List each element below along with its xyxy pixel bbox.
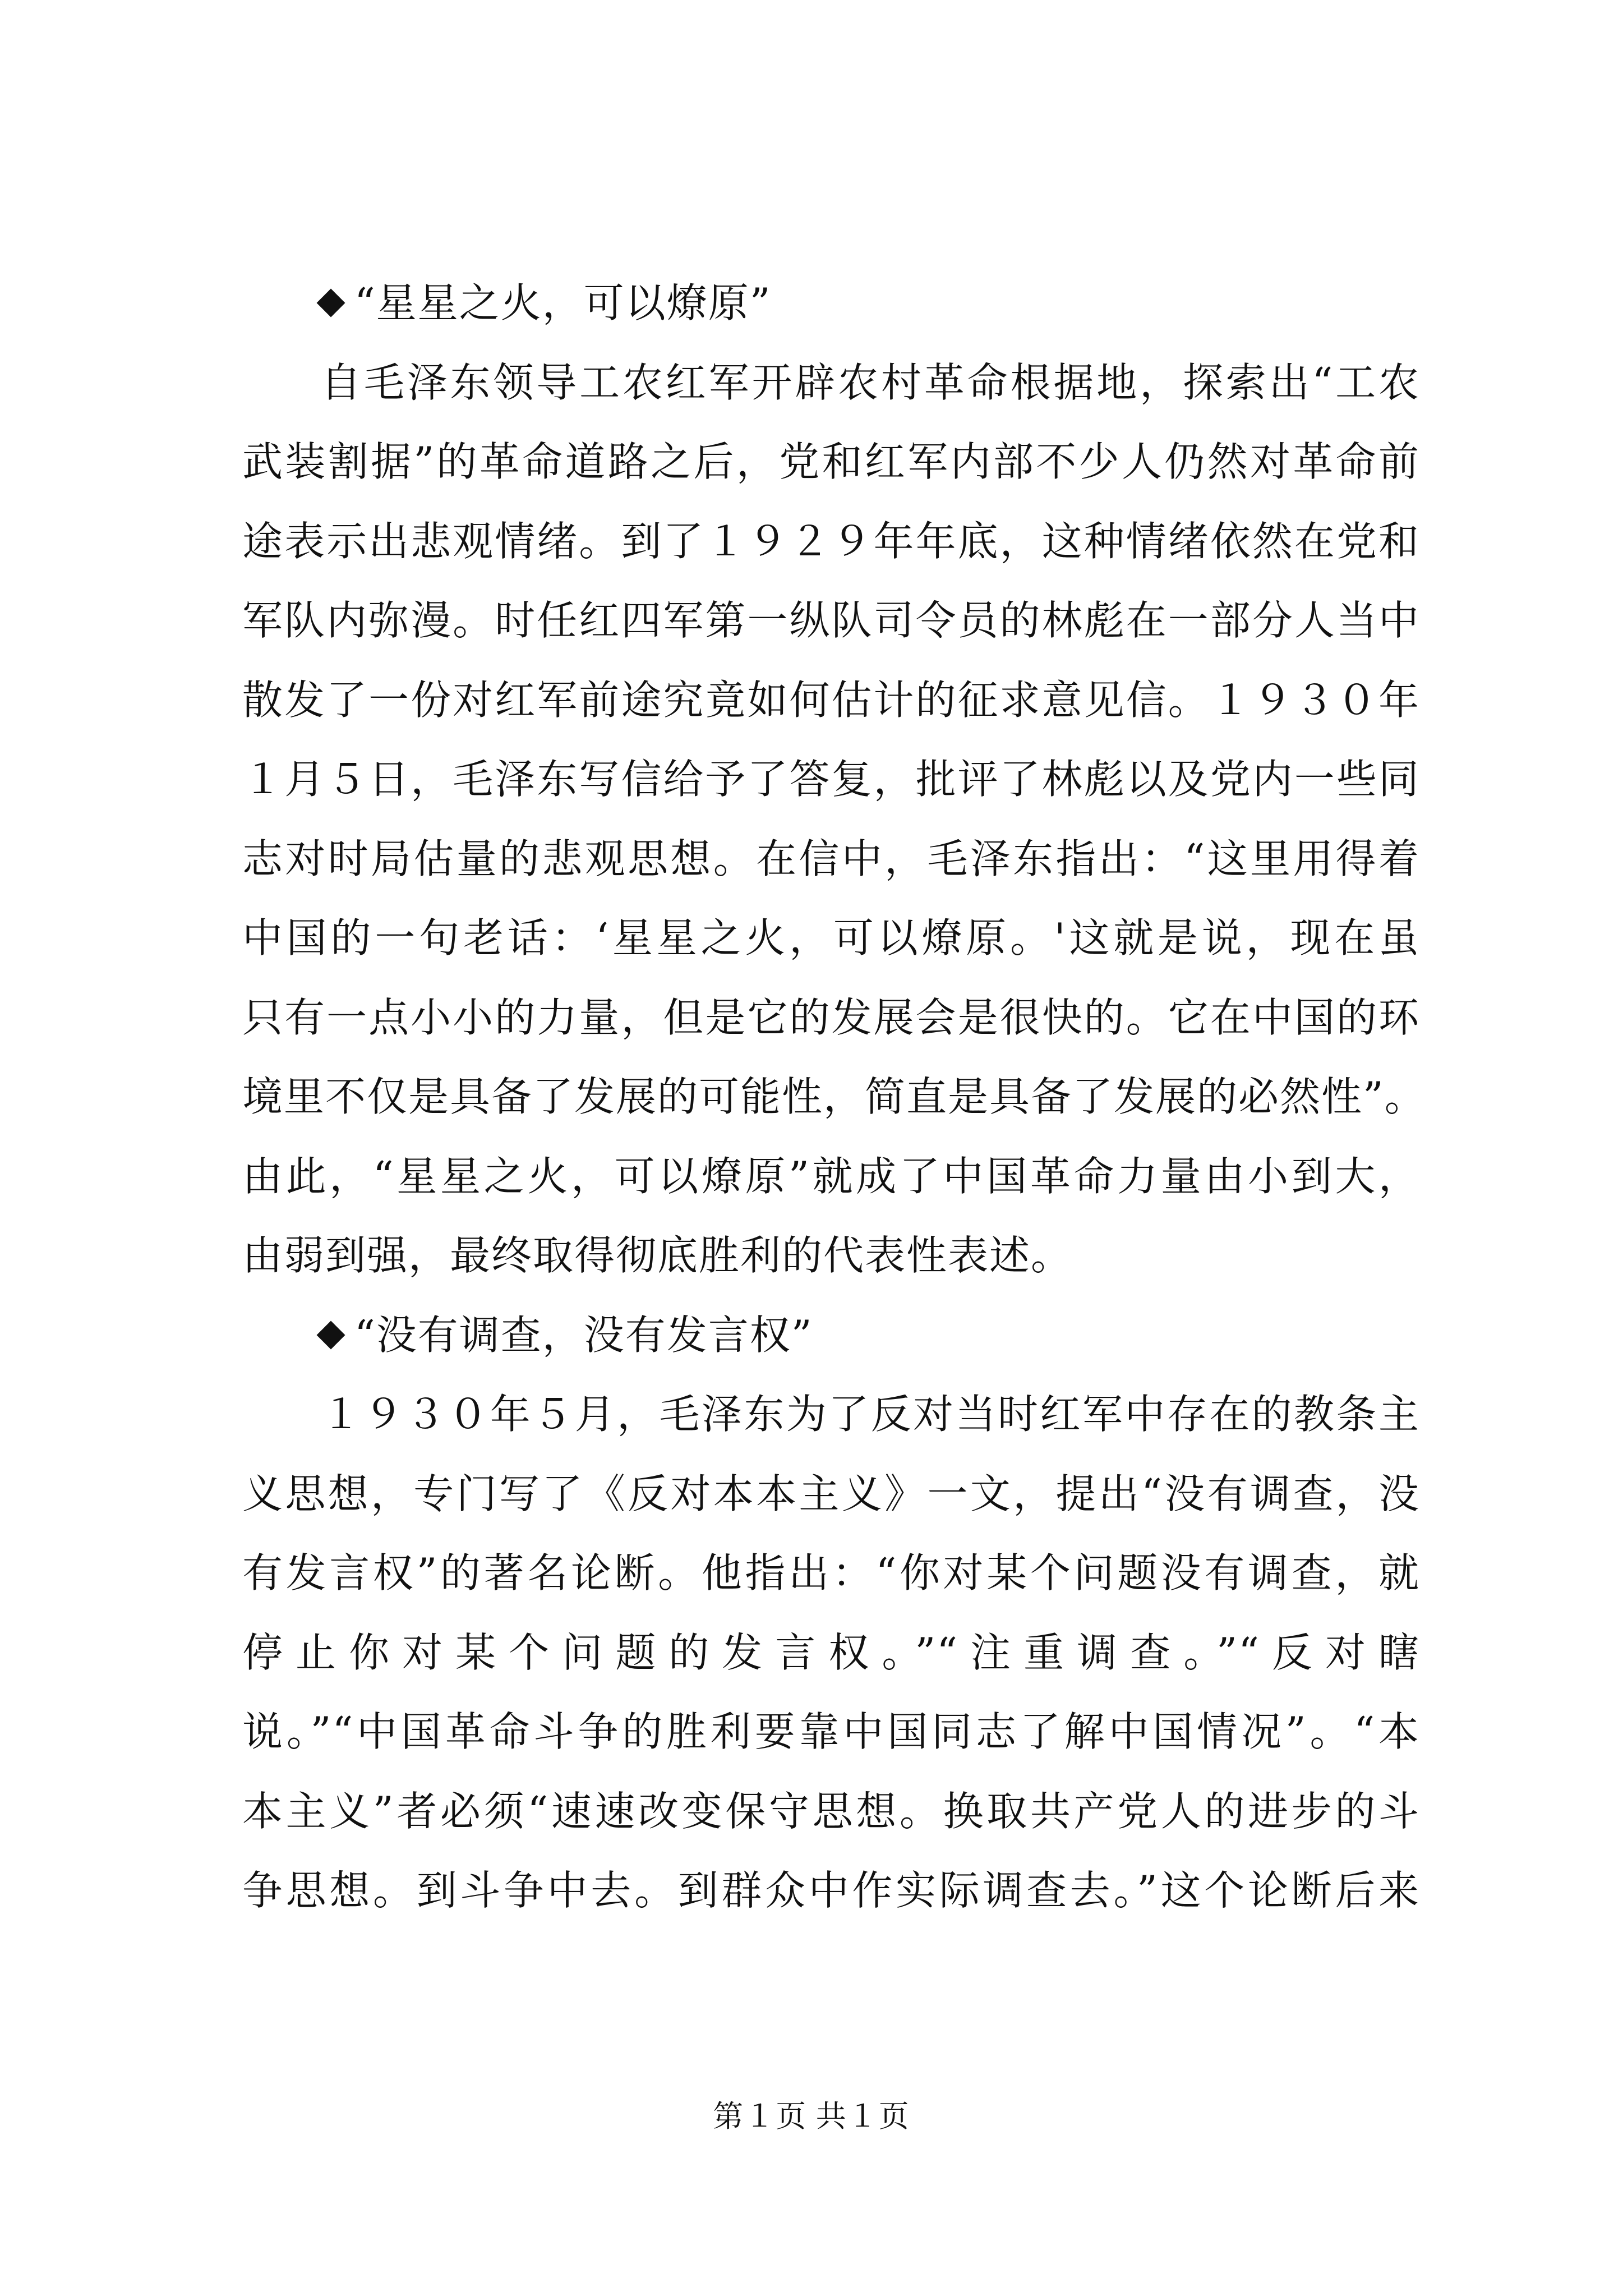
paragraph-line: 有发言权”的著名论断。他指出：“你对某个问题没有调查，就 (242, 1549, 1420, 1596)
paragraph-line: 中国的一句老话：‘星星之火，可以燎原。'这就是说，现在虽 (242, 914, 1420, 961)
page-footer: 第１页 共１页 (713, 2100, 910, 2133)
diamond-bullet-icon (317, 289, 345, 318)
paragraph-line: 散发了一份对红军前途究竟如何估计的征求意见信。１９３０年 (242, 676, 1420, 724)
paragraph-line: 军队内弥漫。时任红四军第一纵队司令员的林彪在一部分人当中 (242, 597, 1420, 644)
paragraph-line: 由弱到强，最终取得彻底胜利的代表性表述。 (242, 1232, 1073, 1279)
paragraph-line: 本主义”者必须“速速改变保守思想。换取共产党人的进步的斗 (242, 1787, 1420, 1835)
paragraph-line: 自毛泽东领导工农红军开辟农村革命根据地，探索出“工农 (321, 358, 1420, 406)
paragraph-line: 义思想，专门写了《反对本本主义》一文，提出“没有调查，没 (242, 1470, 1420, 1517)
paragraph-line: 只有一点小小的力量，但是它的发展会是很快的。它在中国的环 (242, 993, 1420, 1041)
section-heading (242, 1296, 1420, 1375)
paragraph-line: １９３０年５月，毛泽东为了反对当时红军中存在的教条主 (321, 1391, 1420, 1438)
paragraph-line: １月５日，毛泽东写信给予了答复，批评了林彪以及党内一些同 (242, 756, 1420, 803)
paragraph-line: 停止你对某个问题的发言权。”“注重调查。”“反对瞎 (242, 1628, 1420, 1676)
paragraph-line: 由此，“星星之火，可以燎原”就成了中国革命力量由小到大， (242, 1152, 1420, 1200)
paragraph-line: 争思想。到斗争中去。到群众中作实际调查去。”这个论断后来 (242, 1867, 1420, 1914)
section-heading-text: “星星之火，可以燎原” (354, 279, 772, 326)
paragraph-line: 说。”“中国革命斗争的胜利要靠中国同志了解中国情况”。“本 (242, 1708, 1420, 1755)
paragraph-line: 境里不仅是具备了发展的可能性，简直是具备了发展的必然性”。 (242, 1073, 1426, 1120)
paragraph-line: 志对时局估量的悲观思想。在信中，毛泽东指出：“这里用得着 (242, 835, 1420, 882)
document-body (242, 264, 1426, 1931)
section-heading-text: “没有调查，没有发言权” (354, 1311, 813, 1359)
section-heading (242, 264, 1420, 343)
paragraph-line: 武装割据”的革命道路之后，党和红军内部不少人仍然对革命前 (242, 438, 1420, 485)
diamond-bullet-icon (317, 1320, 345, 1349)
paragraph-line: 途表示出悲观情绪。到了１９２９年年底，这种情绪依然在党和 (242, 517, 1420, 565)
